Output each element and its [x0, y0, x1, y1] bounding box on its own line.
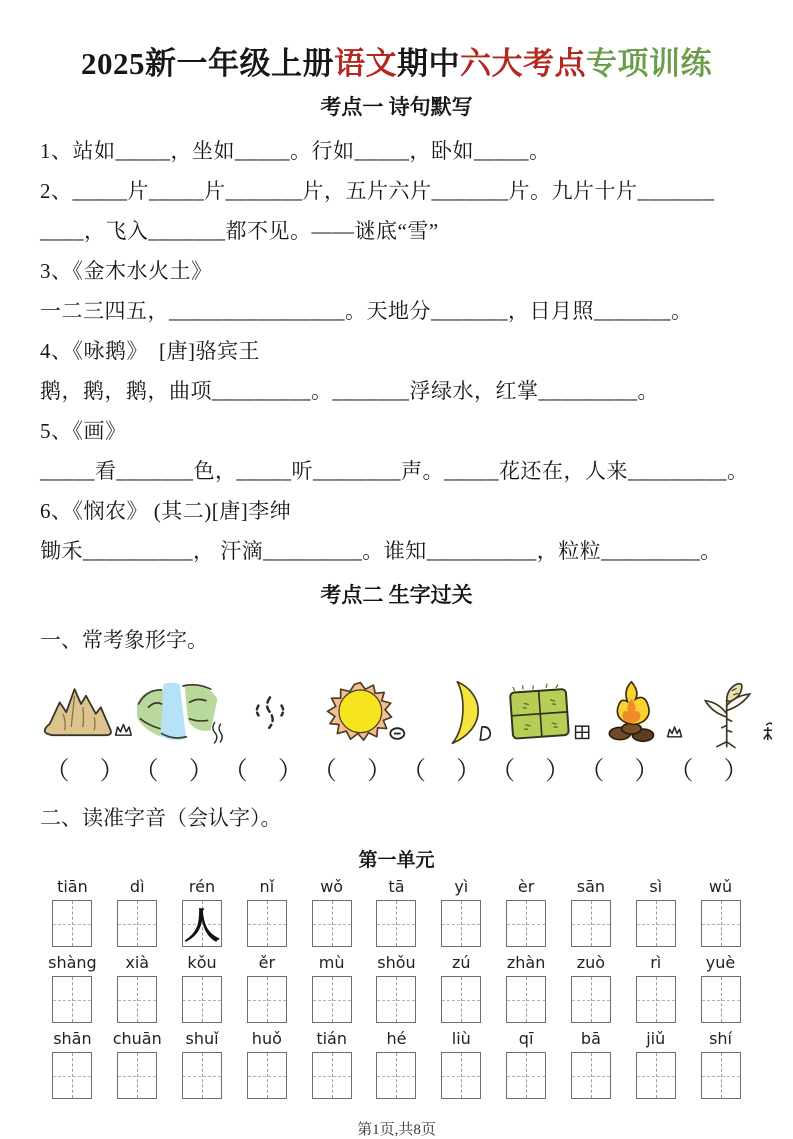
pinyin-grid-row	[40, 874, 753, 950]
pinyin-label: liù	[451, 1029, 471, 1048]
tianzige-box	[247, 976, 287, 1023]
pictograph-mountain	[40, 679, 132, 747]
paren-close: ）	[366, 758, 392, 785]
paren-open: （	[490, 758, 516, 785]
tianzige-box	[376, 900, 416, 947]
tianzige-box	[571, 976, 611, 1023]
pinyin-label: wǒ	[320, 877, 344, 896]
pinyin-grid-cell	[688, 1026, 753, 1102]
pinyin-label: mù	[318, 953, 345, 972]
tianzige-vline	[267, 1053, 268, 1098]
tianzige-box	[182, 976, 222, 1023]
pinyin-label: xià	[125, 953, 150, 972]
pinyin-grid	[40, 874, 753, 1102]
title-segment: 六大考点	[460, 46, 586, 81]
pinyin-label: sān	[576, 877, 606, 896]
tianzige-vline	[202, 1053, 203, 1098]
tianzige-vline	[137, 1053, 138, 1098]
pinyin-label: chuān	[112, 1029, 162, 1048]
tianzige-vline	[137, 901, 138, 946]
pinyin-grid-cell	[429, 1026, 494, 1102]
tianzige-box	[247, 1052, 287, 1099]
question-line: 4、《咏鹅》 [唐]骆宾王	[40, 339, 260, 363]
pictograph-sun	[316, 679, 408, 747]
pinyin-label: rì	[650, 953, 662, 972]
tianzige-box	[52, 1052, 92, 1099]
tianzige-vline	[332, 1053, 333, 1098]
paren-open: （	[668, 758, 694, 785]
tianzige-box	[571, 1052, 611, 1099]
pinyin-grid-cell	[105, 950, 170, 1026]
question-line: 2、_____片_____片_______片，五片六片_______片。九片十片_______	[40, 179, 715, 203]
pinyin-label: shí	[709, 1029, 732, 1048]
pinyin-grid-cell	[623, 874, 688, 950]
pinyin-grid-row	[40, 1026, 753, 1102]
pinyin-grid-cell	[170, 1026, 235, 1102]
tianzige-box	[117, 900, 157, 947]
title-segment: 语文	[334, 46, 397, 81]
tianzige-box	[441, 900, 481, 947]
pinyin-grid-cell	[170, 874, 235, 950]
paren-open: （	[222, 758, 248, 785]
tianzige-box	[636, 900, 676, 947]
field-icon	[500, 679, 592, 747]
pictograph-moon	[408, 679, 500, 747]
tianzige-box	[312, 1052, 352, 1099]
pinyin-label: shàng	[48, 953, 97, 972]
tianzige-box	[182, 900, 222, 947]
answer-paren-pair	[218, 751, 307, 787]
paren-close: ）	[634, 758, 660, 785]
paren-close: ）	[723, 758, 749, 785]
pinyin-label: rén	[188, 877, 216, 896]
answer-paren-pair	[40, 751, 129, 787]
tianzige-vline	[721, 977, 722, 1022]
pinyin-grid-cell	[364, 950, 429, 1026]
tianzige-box	[52, 900, 92, 947]
pinyin-grid-cell	[364, 1026, 429, 1102]
question-line: 6、《悯农》 (其二)[唐]李绅	[40, 499, 292, 523]
paren-open: （	[401, 758, 427, 785]
tianzige-box	[441, 976, 481, 1023]
pinyin-grid-cell	[299, 950, 364, 1026]
tianzige-box	[506, 976, 546, 1023]
pinyin-label: tā	[388, 877, 405, 896]
section2-heading: 考点二 生字过关	[320, 583, 473, 607]
question-line: 鹅，鹅，鹅，曲项_________。_______浮绿水，红掌_________。	[40, 379, 659, 403]
tianzige-vline	[591, 977, 592, 1022]
pinyin-grid-cell	[299, 1026, 364, 1102]
tianzige-vline	[267, 901, 268, 946]
tianzige-box	[636, 976, 676, 1023]
pinyin-grid-cell	[364, 874, 429, 950]
pinyin-grid-cell	[623, 950, 688, 1026]
tianzige-vline	[656, 977, 657, 1022]
pinyin-grid-cell	[494, 950, 559, 1026]
pinyin-grid-cell	[688, 874, 753, 950]
title-segment: 2025新一年级上册	[81, 46, 334, 81]
tianzige-vline	[721, 1053, 722, 1098]
paren-close: ）	[456, 758, 482, 785]
moon-icon	[408, 679, 500, 747]
tianzige-vline	[72, 901, 73, 946]
pinyin-grid-cell	[170, 950, 235, 1026]
pictograph-row	[40, 663, 753, 747]
pinyin-label: hé	[386, 1029, 407, 1048]
exercise1-label: 一、常考象形字。	[40, 628, 208, 652]
tianzige-box	[701, 900, 741, 947]
tianzige-vline	[396, 1053, 397, 1098]
fire-icon	[592, 679, 684, 747]
pictograph-water-glyph	[224, 679, 316, 747]
paren-close: ）	[99, 758, 125, 785]
seedling-icon	[684, 679, 776, 747]
question-line: 5、《画》	[40, 419, 127, 443]
tianzige-vline	[332, 901, 333, 946]
pictograph-waterfall	[132, 679, 224, 747]
tianzige-vline	[396, 977, 397, 1022]
title-segment: 期中	[397, 46, 460, 81]
pinyin-grid-cell	[494, 1026, 559, 1102]
answer-paren-pair	[129, 751, 218, 787]
pinyin-grid-row	[40, 950, 753, 1026]
tianzige-box	[182, 1052, 222, 1099]
pinyin-grid-cell	[559, 1026, 624, 1102]
tianzige-vline	[72, 1053, 73, 1098]
pinyin-grid-cell	[40, 874, 105, 950]
tianzige-box	[117, 976, 157, 1023]
water-glyph-icon	[224, 679, 316, 747]
tianzige-box	[376, 1052, 416, 1099]
mountain-icon	[40, 679, 132, 747]
tianzige-box	[636, 1052, 676, 1099]
pinyin-label: tiān	[57, 877, 88, 896]
pinyin-label: shān	[53, 1029, 92, 1048]
question-line: ____，飞入_______都不见。——谜底“雪”	[40, 219, 439, 243]
pinyin-label: shuǐ	[185, 1029, 219, 1048]
tianzige-vline	[721, 901, 722, 946]
page-title	[40, 38, 753, 83]
tianzige-vline	[461, 901, 462, 946]
paren-close: ）	[277, 758, 303, 785]
tianzige-box	[506, 1052, 546, 1099]
paren-open: （	[311, 758, 337, 785]
pinyin-label: zú	[452, 953, 471, 972]
tianzige-box	[312, 900, 352, 947]
handwritten-character: 人	[184, 906, 221, 946]
question-line: 1、站如_____，坐如_____。行如_____，卧如_____。	[40, 139, 551, 163]
pinyin-grid-cell	[623, 1026, 688, 1102]
pinyin-grid-cell	[688, 950, 753, 1026]
tianzige-vline	[526, 977, 527, 1022]
pictograph-field	[500, 679, 592, 747]
tianzige-box	[117, 1052, 157, 1099]
question-line: _____看_______色，_____听________声。_____花还在，人来_________。	[40, 459, 749, 483]
answer-paren-pair	[486, 751, 575, 787]
answer-paren-pair	[664, 751, 753, 787]
pinyin-grid-cell	[559, 874, 624, 950]
pinyin-label: zuò	[576, 953, 606, 972]
section1-heading: 考点一 诗句默写	[320, 95, 473, 119]
paren-close: ）	[545, 758, 571, 785]
pinyin-label: yì	[454, 877, 469, 896]
answer-paren-row	[40, 751, 753, 787]
tianzige-vline	[526, 901, 527, 946]
exercise2-label: 二、读准字音（会认字）。	[40, 806, 282, 830]
tianzige-vline	[72, 977, 73, 1022]
answer-paren-pair	[575, 751, 664, 787]
pinyin-grid-cell	[429, 950, 494, 1026]
question-line: 一二三四五，________________。天地分_______，日月照_______。	[40, 299, 693, 323]
pinyin-grid-cell	[105, 874, 170, 950]
pinyin-label: yuè	[705, 953, 736, 972]
pictograph-fire	[592, 679, 684, 747]
tianzige-vline	[461, 977, 462, 1022]
answer-paren-pair	[397, 751, 486, 787]
tianzige-vline	[267, 977, 268, 1022]
pinyin-label: huǒ	[251, 1029, 282, 1048]
tianzige-box	[701, 976, 741, 1023]
pinyin-grid-cell	[234, 874, 299, 950]
pinyin-grid-cell	[494, 874, 559, 950]
pinyin-label: sì	[649, 877, 663, 896]
pinyin-grid-cell	[40, 1026, 105, 1102]
pinyin-label: ěr	[258, 953, 276, 972]
waterfall-icon	[132, 679, 224, 747]
title-segment: 专项训练	[586, 46, 712, 81]
paren-open: （	[44, 758, 70, 785]
pinyin-label: nǐ	[259, 877, 275, 896]
tianzige-box	[571, 900, 611, 947]
tianzige-box	[52, 976, 92, 1023]
pinyin-grid-cell	[105, 1026, 170, 1102]
tianzige-box	[441, 1052, 481, 1099]
paren-open: （	[133, 758, 159, 785]
pinyin-label: zhàn	[506, 953, 546, 972]
tianzige-vline	[526, 1053, 527, 1098]
paren-close: ）	[188, 758, 214, 785]
pinyin-grid-cell	[234, 950, 299, 1026]
pinyin-label: kǒu	[187, 953, 217, 972]
question-line: 3、《金木水火土》	[40, 259, 213, 283]
tianzige-vline	[461, 1053, 462, 1098]
paren-open: （	[579, 758, 605, 785]
tianzige-vline	[332, 977, 333, 1022]
tianzige-vline	[656, 901, 657, 946]
pinyin-label: shǒu	[377, 953, 416, 972]
pictograph-seedling	[684, 679, 776, 747]
pinyin-grid-cell	[40, 950, 105, 1026]
pinyin-label: qī	[518, 1029, 534, 1048]
pinyin-label: wǔ	[708, 877, 733, 896]
tianzige-vline	[656, 1053, 657, 1098]
pinyin-grid-cell	[559, 950, 624, 1026]
tianzige-vline	[202, 977, 203, 1022]
tianzige-box	[506, 900, 546, 947]
tianzige-box	[312, 976, 352, 1023]
answer-paren-pair	[307, 751, 396, 787]
pinyin-label: dì	[129, 877, 145, 896]
pinyin-grid-cell	[429, 874, 494, 950]
tianzige-vline	[137, 977, 138, 1022]
tianzige-box	[376, 976, 416, 1023]
tianzige-vline	[591, 1053, 592, 1098]
pinyin-label: tián	[316, 1029, 347, 1048]
tianzige-box	[247, 900, 287, 947]
sun-icon	[316, 679, 408, 747]
pinyin-label: bā	[580, 1029, 601, 1048]
tianzige-vline	[591, 901, 592, 946]
pinyin-grid-cell	[234, 1026, 299, 1102]
question-line: 锄禾__________， 汗滴_________。谁知__________，粒粒_________。	[40, 539, 722, 563]
unit-label: 第一单元	[358, 850, 435, 871]
pinyin-label: èr	[517, 877, 535, 896]
tianzige-box	[701, 1052, 741, 1099]
pinyin-label: jiǔ	[646, 1029, 666, 1048]
pinyin-grid-cell	[299, 874, 364, 950]
page-footer: 第1页,共8页	[357, 1122, 436, 1138]
tianzige-vline	[396, 901, 397, 946]
